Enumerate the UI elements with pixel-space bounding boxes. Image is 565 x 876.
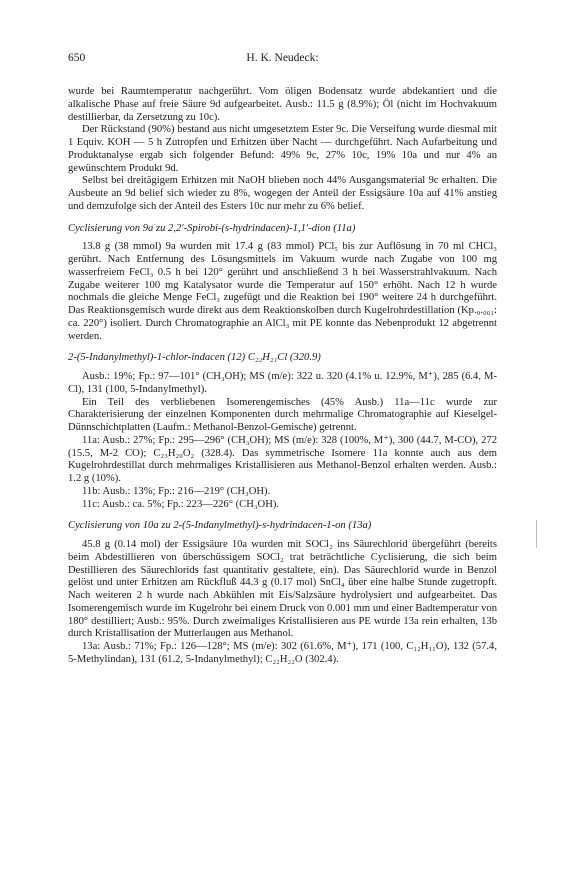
paragraph: Ein Teil des verbliebenen Isomerengemisches (45% Ausb.) 11a—11c wurde zur Charakterisierung der einzelnen Komponenten durch mehrmalige Chromatographie auf Kieselgel-Dünnschichtplatten (Laufm.: Methanol-Benzol-Gemische) getrennt. (68, 396, 497, 433)
paragraph: 13a: Ausb.: 71%; Fp.: 126—128°; MS (m/e): 302 (61.6%, M⁺), 171 (100, C₁₂H₁₁O), 132 (57.4, 5-Methylindan), 131 (61.2, 5-Indanylmethyl); C₂₂H₂₂O (302.4). (68, 641, 497, 665)
paragraph: 13.8 g (38 mmol) 9a wurden mit 17.4 g (83 mmol) PCl₅ bis zur Auflösung in 70 ml CHCl₃ gerührt. Nach Entfernung des Lösungsmittels im Vakuum wurde nach Zugabe von 100 mg wasserfreiem FeCl₃ 0.5 h bei 120° gerührt und anschließend 3 h bei Wasserstrahlvakuum. Nach Zugabe weiterer 100 mg Katalysator wurde die Temperatur auf 150° erhöht. Nach 12 h wurde nochmals die gleiche Menge FeCl₃ zugefügt und die Reaktion bei 190° weitere 24 h durchgeführt. Das Reaktionsgemisch wurde direkt aus dem Reaktionskolben durch Kugelrohrdestillation (Kp.₀.₀₀₁: ca. 220°) isoliert. Durch Chromatographie an AlCl₃ mit PE konnte das Nebenprodukt 12 abgetrennt werden. (68, 241, 497, 342)
paragraph: 45.8 g (0.14 mol) der Essigsäure 10a wurden mit SOCl₂ ins Säurechlorid übergeführt (bereits beim Abdestillieren von überschüssigem SOCl₂ trat beträchtliche Cyclisierung, die sich beim Destillieren des Säurechlorids fast quantitativ gestaltete, ein). Das Säurechlorid wurde in Benzol gelöst und unter Erhitzen am Rückfluß 44.3 g (0.17 mol) SnCl₄ über eine halbe Stunde zugetropft. Nach weiteren 2 h wurde nach Abkühlen mit Eis/Salzsäure hydrolysiert und aufgearbeitet. Das Isomerengemisch wurde im Kugelrohr bei einem Druck von 0.001 mm und einer Badtemperatur von 180° destilliert; Ausb.: 95%. Durch zweimaliges Kristallisieren aus PE wurde 13a rein erhalten, 13b durch Kristallisation der Mutterlaugen aus Methanol. (68, 539, 497, 640)
page-header (68, 52, 497, 66)
article-body (68, 86, 497, 667)
section-heading: 2-(5-Indanylmethyl)-1-chlor-indacen (12) C₂₂H₂₁Cl (320.9) (68, 352, 321, 364)
paragraph: 11c: Ausb.: ca. 5%; Fp.: 223—226° (CH₃OH). (82, 498, 280, 510)
paragraph: Ausb.: 19%; Fp.: 97—101° (CH₃OH); MS (m/e): 322 u. 320 (4.1% u. 12.9%, M⁺), 285 (6.4, M-Cl), 131 (100, 5-Indanylmethyl). (68, 371, 497, 395)
margin-line (536, 520, 537, 548)
running-title: H. K. Neudeck: (246, 52, 319, 64)
paragraph: Selbst bei dreitägigem Erhitzen mit NaOH blieben noch 44% Ausgangsmaterial 9c erhalten. Die Ausbeute an 9d belief sich wieder zu 8%, wogegen der Anteil der Essigsäure 10a auf 41% anstieg und demzufolge sich der Anteil des Esters 10c nur mehr zu 6% belief. (68, 175, 497, 212)
page-number: 650 (68, 52, 86, 64)
section-heading: Cyclisierung von 9a zu 2,2′-Spirobi-(s-hydrindacen)-1,1′-dion (11a) (68, 222, 356, 234)
section-heading: Cyclisierung von 10a zu 2-(5-Indanylmethyl)-s-hydrindacen-1-on (13a) (68, 520, 372, 532)
paragraph: 11a: Ausb.: 27%; Fp.: 295—296° (CH₃OH); MS (m/e): 328 (100%, M⁺), 300 (44.7, M-CO), 272 (15.5, M-2 CO); C₂₃H₂₀O₂ (328.4). Das symmetrische Isomere 11a konnte auch aus dem Kugelrohrdestillat durch mehrmaliges Kristallisieren aus Methanol-Benzol erhalten werden. Ausb.: 1.2 g (10%). (68, 434, 497, 484)
paragraph: Der Rückstand (90%) bestand aus nicht umgesetztem Ester 9c. Die Verseifung wurde diesmal mit 1 Equiv. KOH — 5 h Zutropfen und Erhitzen über Nacht — durchgeführt. Nach Aufarbeitung und Produktanalyse ergab sich folgender Befund: 49% 9c, 27% 10c, 19% 10a und nur 4% an gewünschtem Produkt 9d. (68, 124, 497, 174)
paragraph: 11b: Ausb.: 13%; Fp.: 216—219° (CH₃OH). (82, 485, 271, 497)
paragraph: wurde bei Raumtemperatur nachgerührt. Vom öligen Bodensatz wurde abdekantiert und die alkalische Phase auf freie Säure 9d aufgearbeitet. Ausb.: 11.5 g (8.9%); Öl (nicht im Hochvakuum destillierbar, da Zersetzung zu 10c). (68, 86, 497, 123)
